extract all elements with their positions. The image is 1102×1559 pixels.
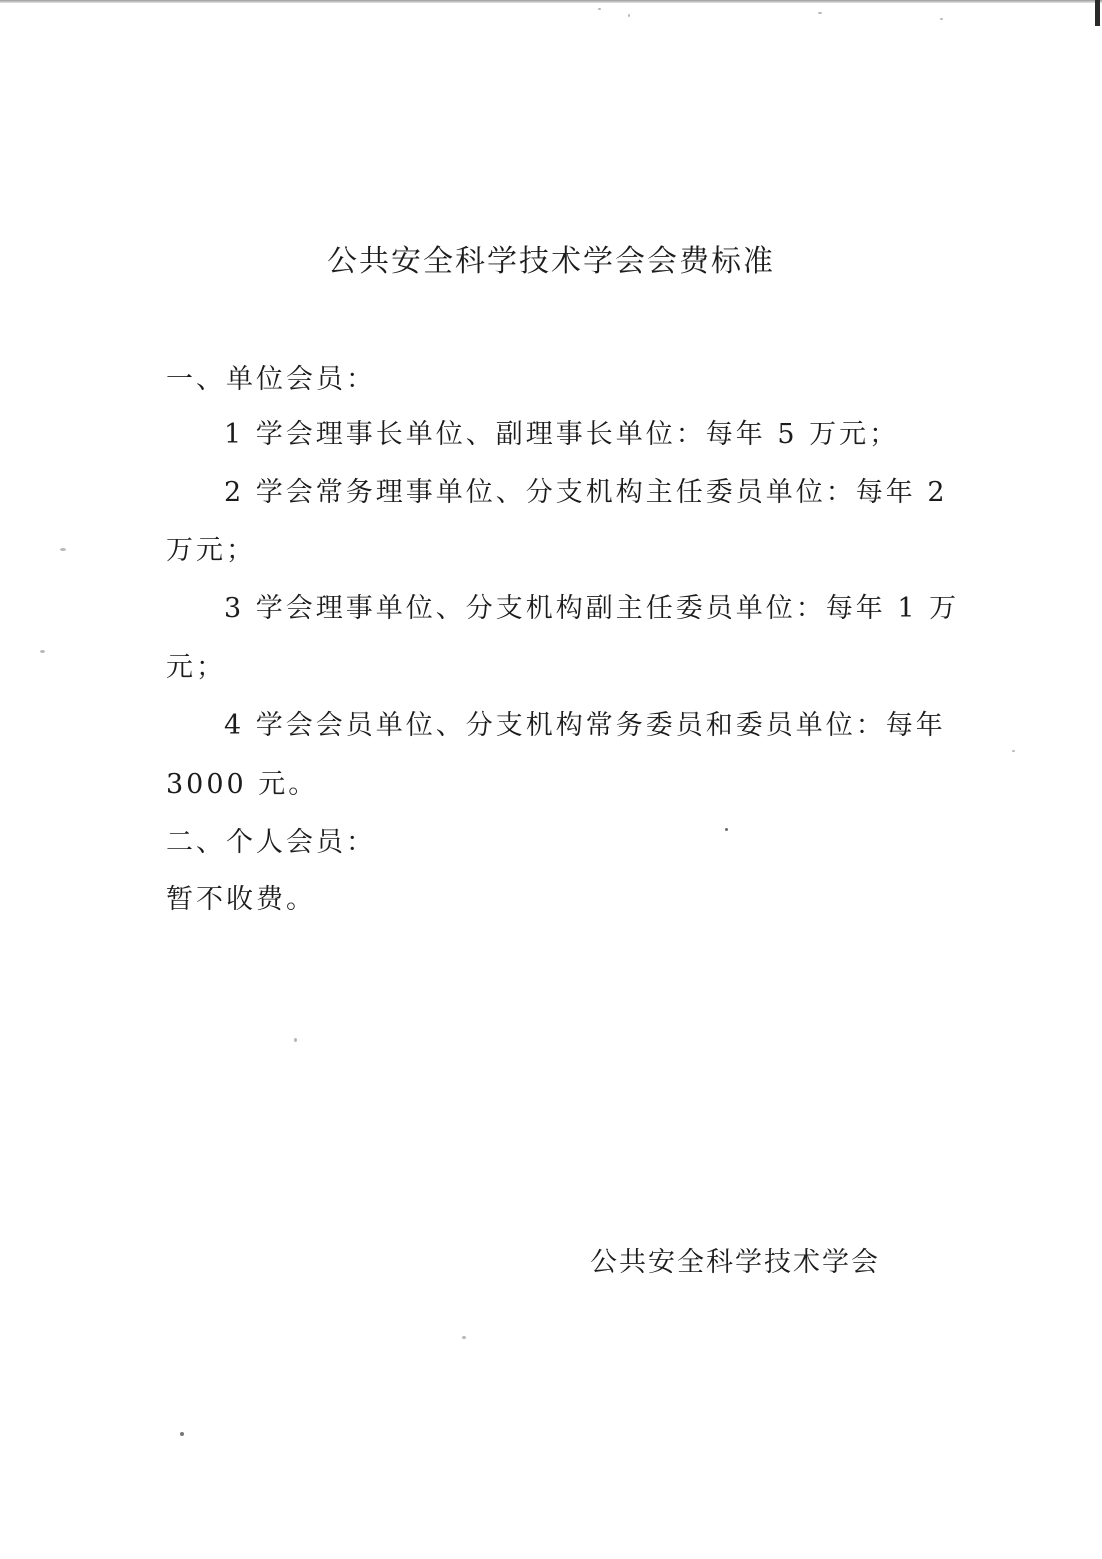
fee-item-4: 4 学会会员单位、分支机构常务委员和委员单位：每年: [224, 710, 946, 741]
scan-speck: [628, 14, 630, 17]
fee-item-4-continued: 3000 元。: [166, 769, 319, 800]
scan-edge-top: [0, 0, 1102, 3]
fee-item-2-continued: 万元；: [166, 535, 256, 566]
fee-item-2: 2 学会常务理事单位、分支机构主任委员单位：每年 2: [224, 477, 948, 508]
issuer-signature: 公共安全科学技术学会: [590, 1247, 880, 1278]
scan-speck: [462, 1336, 466, 1339]
scan-speck: [725, 828, 728, 831]
scan-speck: [1012, 750, 1015, 752]
fee-item-3-continued: 元；: [166, 652, 226, 683]
scan-speck: [40, 650, 45, 653]
section-2-heading: 二、个人会员：: [166, 827, 376, 858]
fee-item-3: 3 学会理事单位、分支机构副主任委员单位：每年 1 万: [224, 593, 960, 624]
document-title: 公共安全科学技术学会会费标准: [327, 244, 775, 279]
scan-speck: [294, 1038, 297, 1042]
scan-speck: [940, 18, 943, 20]
fee-item-1: 1 学会理事长单位、副理事长单位：每年 5 万元；: [224, 419, 900, 450]
scan-edge-mark: [1095, 0, 1100, 26]
section-1-heading: 一、单位会员：: [166, 364, 376, 395]
scan-speck: [180, 1432, 184, 1436]
scan-speck: [818, 12, 822, 14]
scan-speck: [60, 548, 66, 551]
section-2-body: 暂不收费。: [166, 884, 316, 915]
scan-speck: [598, 8, 601, 10]
